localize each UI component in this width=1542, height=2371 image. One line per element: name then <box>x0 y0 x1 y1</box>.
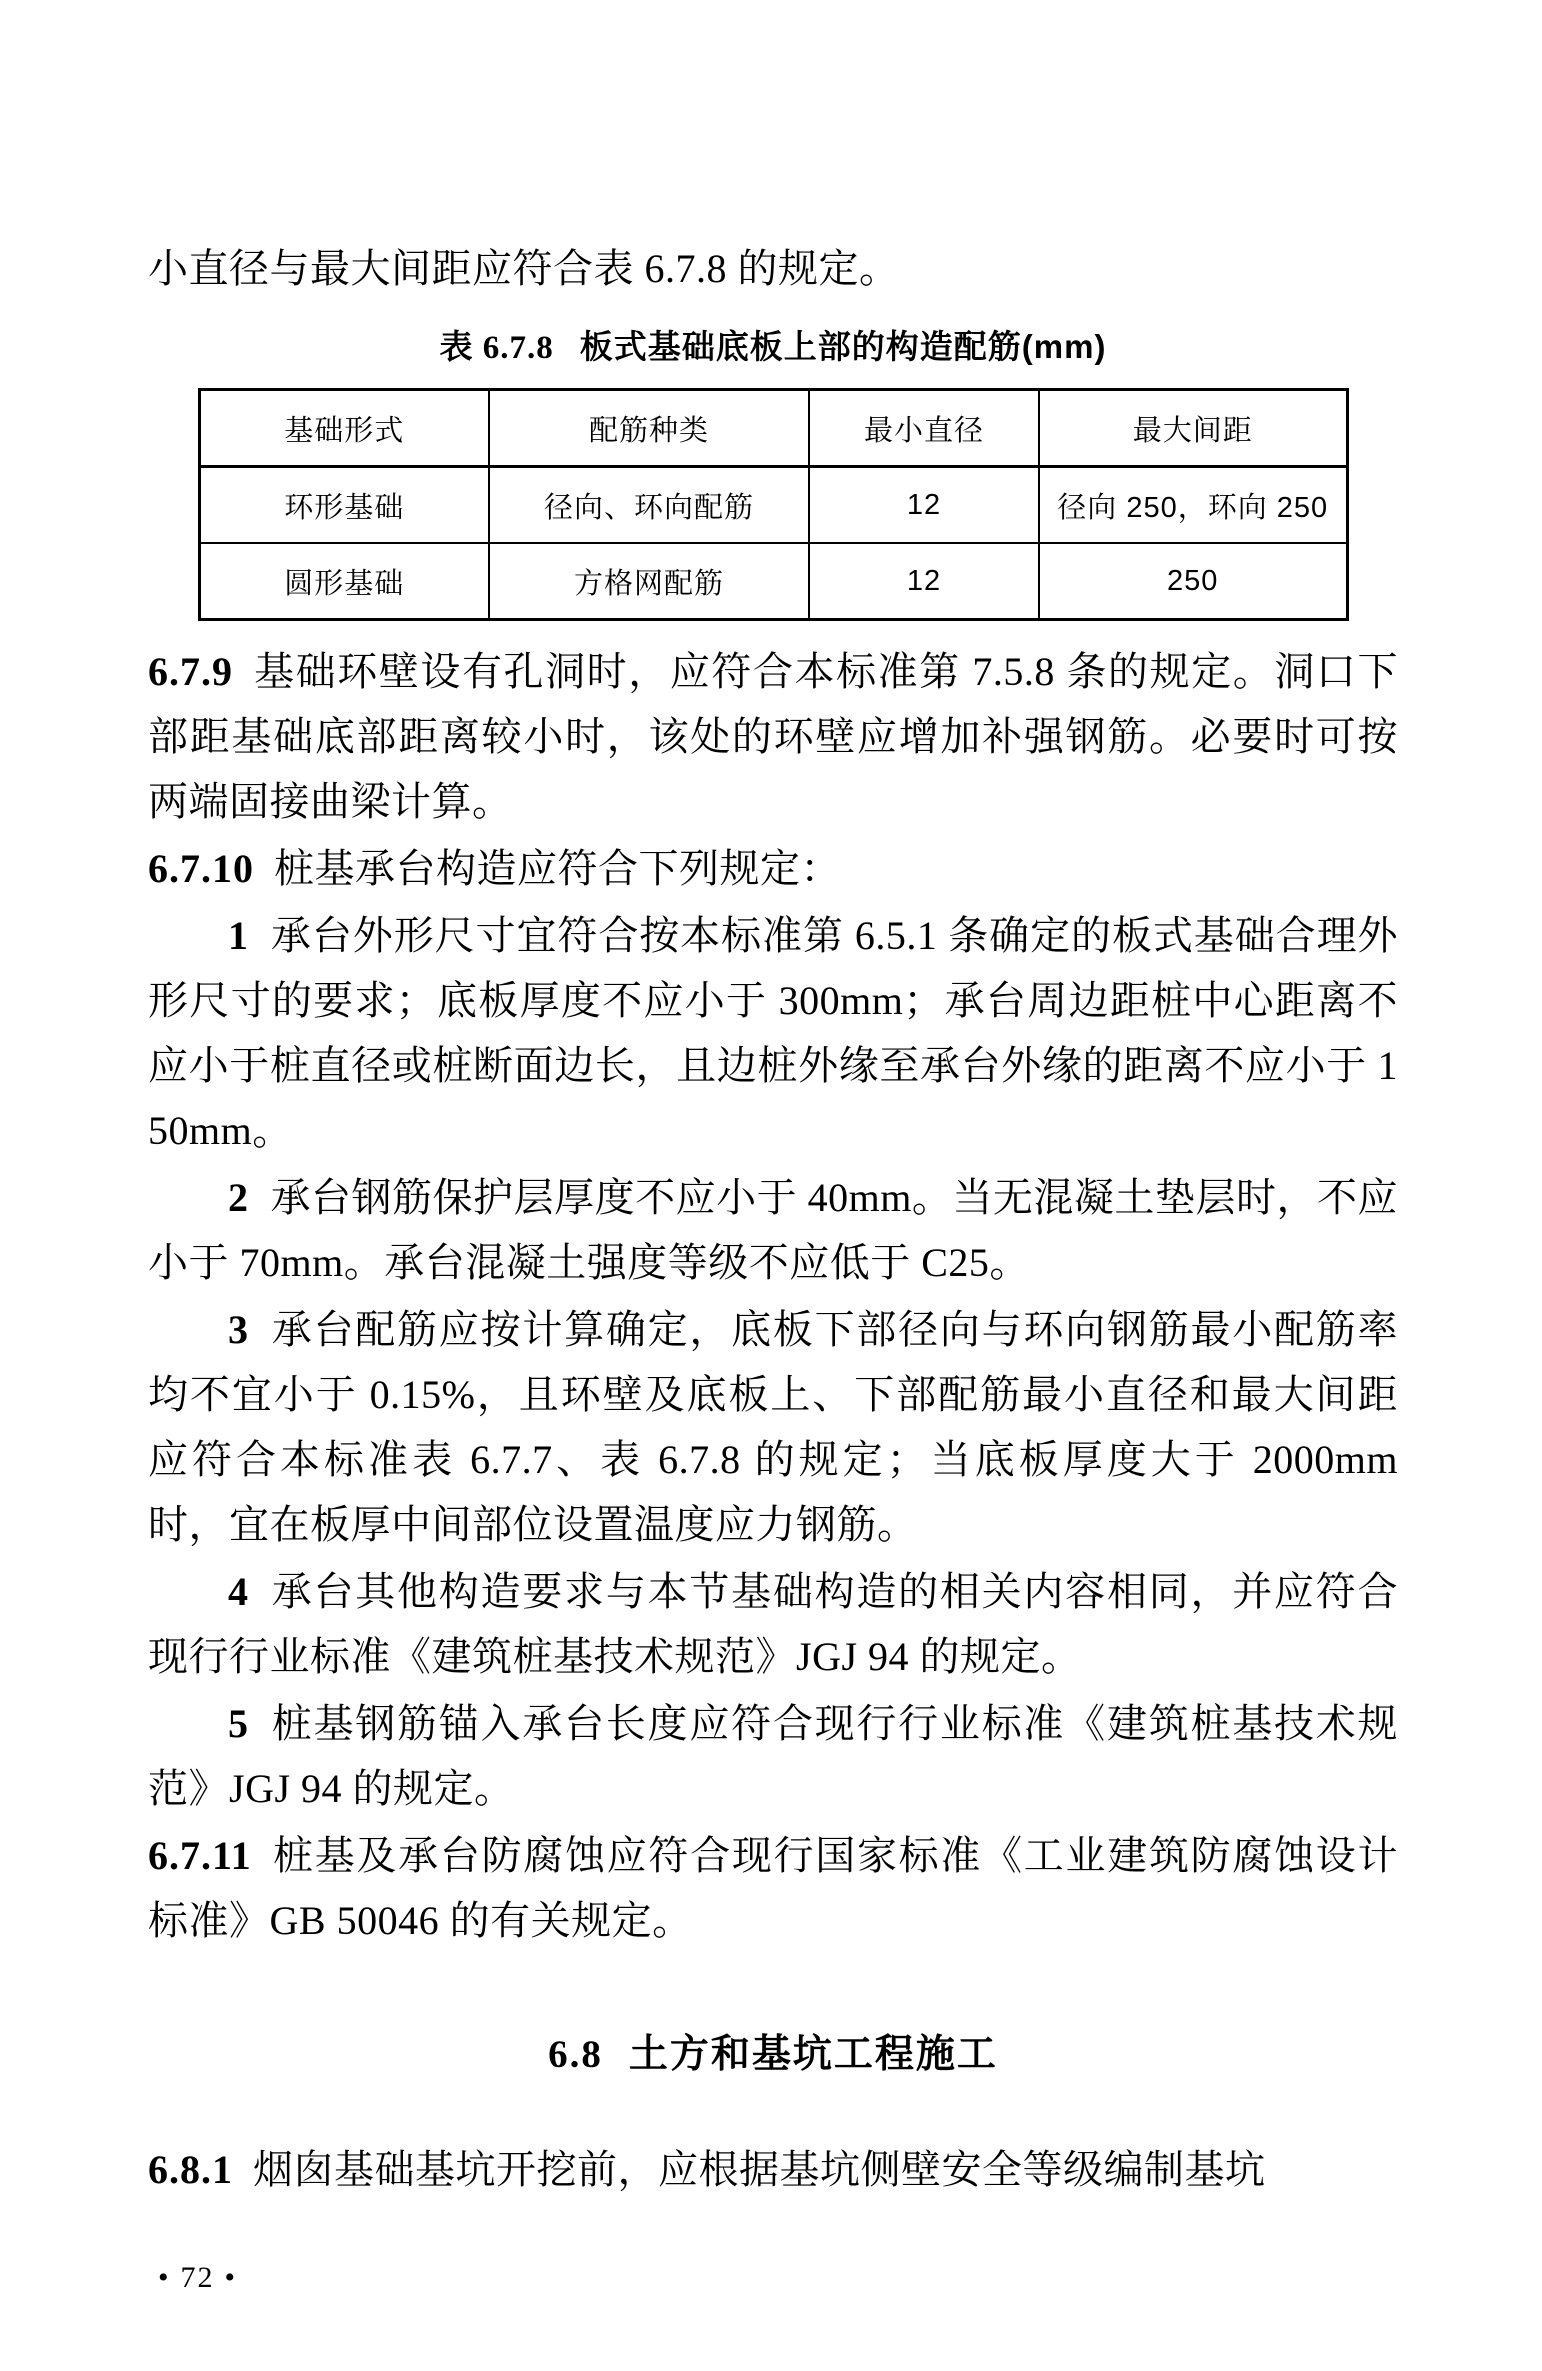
item-4 <box>148 1559 1398 1689</box>
item-number: 1 <box>228 913 249 958</box>
section-title: 土方和基坑工程施工 <box>628 2033 998 2076</box>
table-caption-title: 板式基础底板上部的构造配筋(mm) <box>579 328 1107 365</box>
clause-number: 6.7.9 <box>148 649 233 694</box>
clause-text: 基础环壁设有孔洞时，应符合本标准第 7.5.8 条的规定。洞口下部距基础底部距离较小时，该处的环壁应增加补强钢筋。必要时可按两端固接曲梁计算。 <box>148 649 1398 824</box>
table-row <box>199 467 1347 544</box>
clause-text: 烟囱基础基坑开挖前，应根据基坑侧壁安全等级编制基坑 <box>253 2147 1266 2192</box>
item-number: 5 <box>228 1701 249 1746</box>
construction-reinforcement-table <box>198 388 1349 621</box>
table-cell-max-spacing: 250 <box>1039 543 1347 620</box>
clause-number: 6.7.10 <box>148 846 254 891</box>
clause-6-7-10 <box>148 836 1398 901</box>
page-number: 72 <box>180 2261 215 2294</box>
table-cell-foundation-type: 环形基础 <box>199 467 489 544</box>
clause-6-7-11 <box>148 1823 1398 1953</box>
footer-dot-left: • <box>158 2261 171 2294</box>
table-cell-foundation-type: 圆形基础 <box>199 543 489 620</box>
table-header-cell: 最大间距 <box>1039 390 1347 467</box>
item-1 <box>148 903 1398 1163</box>
table-header-row <box>199 390 1347 467</box>
section-heading-6-8 <box>148 2023 1398 2079</box>
table-cell-min-diameter: 12 <box>809 543 1039 620</box>
clause-6-8-1 <box>148 2137 1398 2202</box>
footer-dot-right: • <box>224 2261 238 2294</box>
table-cell-max-spacing: 径向 250，环向 250 <box>1039 467 1347 544</box>
page-footer <box>148 2261 1398 2295</box>
table-cell-reinforcement-type: 方格网配筋 <box>489 543 809 620</box>
clause-number: 6.7.11 <box>148 1833 252 1878</box>
item-3 <box>148 1297 1398 1557</box>
table-header-cell: 配筋种类 <box>489 390 809 467</box>
table-cell-reinforcement-type: 径向、环向配筋 <box>489 467 809 544</box>
item-text: 桩基钢筋锚入承台长度应符合现行行业标准《建筑桩基技术规范》JGJ 94 的规定。 <box>148 1701 1398 1811</box>
item-5 <box>148 1691 1398 1821</box>
item-number: 3 <box>228 1307 249 1352</box>
item-2 <box>148 1165 1398 1295</box>
clause-6-7-9 <box>148 639 1398 834</box>
table-row <box>199 543 1347 620</box>
item-text: 承台钢筋保护层厚度不应小于 40mm。当无混凝土垫层时，不应小于 70mm。承台混凝土强度等级不应低于 C25。 <box>148 1175 1398 1285</box>
continuation-paragraph: 小直径与最大间距应符合表 6.7.8 的规定。 <box>148 246 900 291</box>
item-text: 承台外形尺寸宜符合按本标准第 6.5.1 条确定的板式基础合理外形尺寸的要求；底板厚度不应小于 300mm；承台周边距桩中心距离不应小于桩直径或桩断面边长，且边桩外缘至承台外缘的距离不应小于 150mm。 <box>148 913 1398 1153</box>
item-text: 承台其他构造要求与本节基础构造的相关内容相同，并应符合现行行业标准《建筑桩基技术规范》JGJ 94 的规定。 <box>148 1569 1398 1679</box>
item-number: 4 <box>228 1569 249 1614</box>
table-caption-label: 表 6.7.8 <box>439 330 554 366</box>
table-cell-min-diameter: 12 <box>809 467 1039 544</box>
table-header-cell: 基础形式 <box>199 390 489 467</box>
section-number: 6.8 <box>548 2033 603 2076</box>
table-header-cell: 最小直径 <box>809 390 1039 467</box>
item-number: 2 <box>228 1175 249 1220</box>
clause-number: 6.8.1 <box>148 2147 233 2192</box>
table-caption <box>148 323 1398 372</box>
clause-text: 桩基承台构造应符合下列规定： <box>274 846 841 891</box>
item-text: 承台配筋应按计算确定，底板下部径向与环向钢筋最小配筋率均不宜小于 0.15%，且环壁及底板上、下部配筋最小直径和最大间距应符合本标准表 6.7.7、表 6.7.8 的规定；当底板厚度大于 2000mm 时，宜在板厚中间部位设置温度应力钢筋。 <box>148 1307 1398 1547</box>
clause-text: 桩基及承台防腐蚀应符合现行国家标准《工业建筑防腐蚀设计标准》GB 50046 的有关规定。 <box>148 1833 1398 1943</box>
page-content <box>148 236 1398 2204</box>
